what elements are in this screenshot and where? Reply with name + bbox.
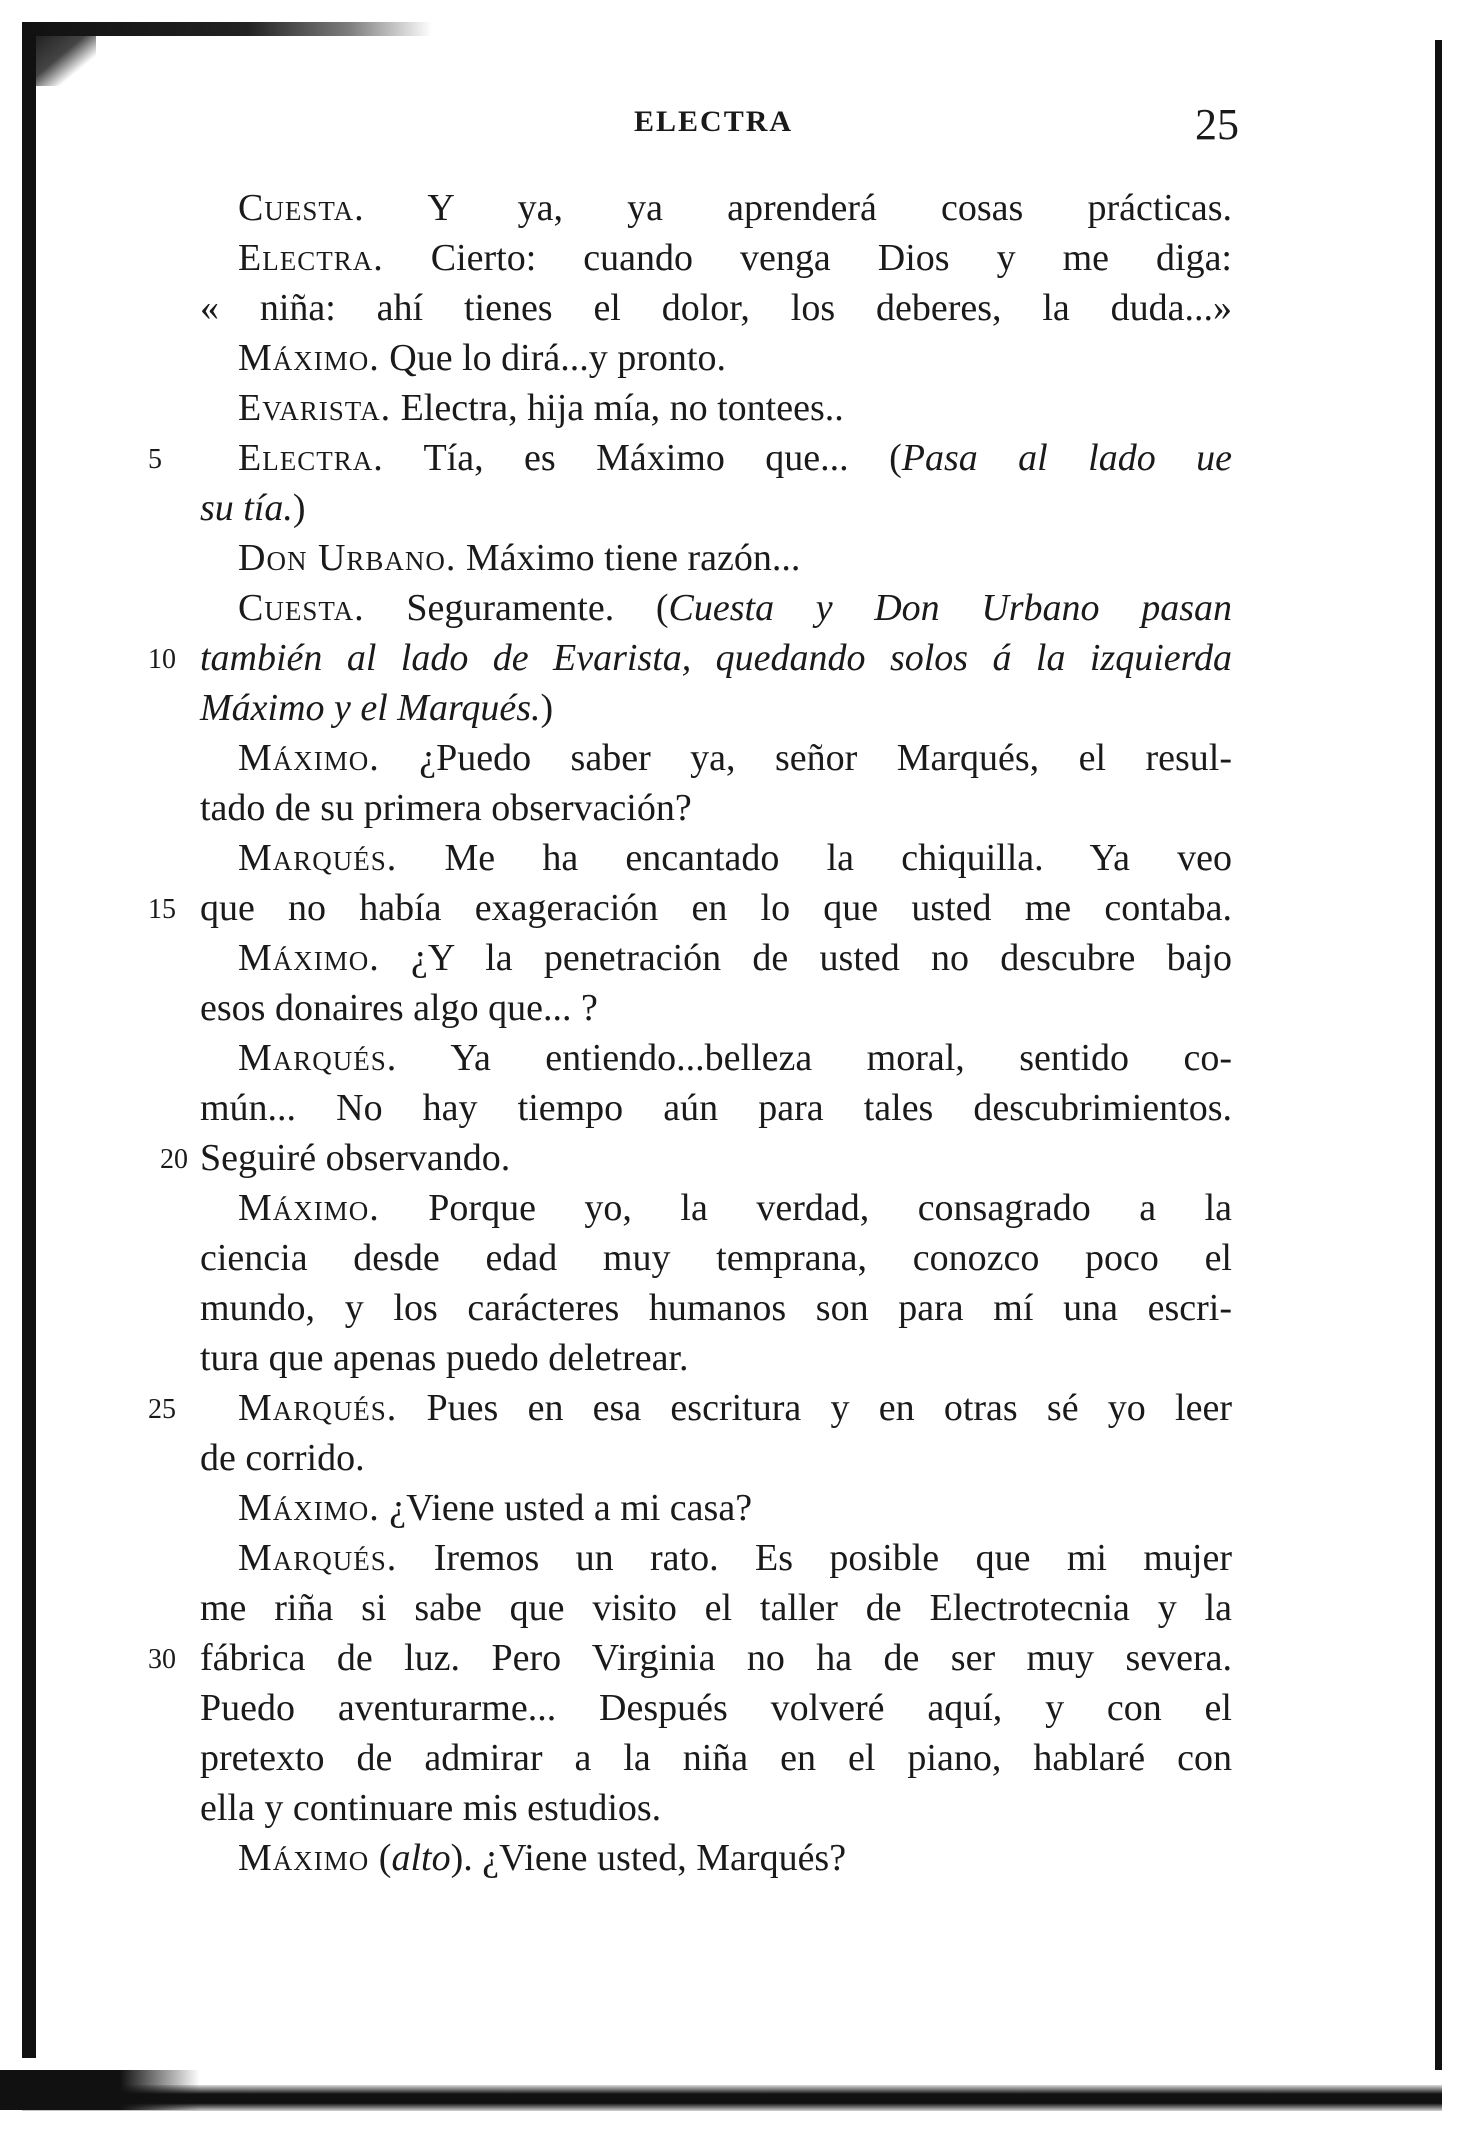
line-text: ella y continuare mis estudios. [200, 1787, 662, 1829]
line-text: ). ¿Viene usted, Marqués? [450, 1837, 847, 1879]
stage-direction: alto [391, 1837, 451, 1879]
speaker-name: Cuesta. [238, 587, 365, 629]
line-number: 30 [148, 1644, 176, 1675]
line-text: ¿Viene usted a mi casa? [379, 1487, 753, 1529]
line-text: Pues en esa escritura y en otras sé yo leer [397, 1387, 1232, 1429]
text-line [200, 1033, 1232, 1083]
line-number: 5 [148, 444, 162, 475]
page-number: 25 [1195, 100, 1239, 149]
line-text: ¿Y la penetración de usted no descubre bajo [379, 937, 1232, 979]
line-text: Seguramente. ( [364, 587, 669, 629]
line-text: Porque yo, la verdad, consagrado a la [379, 1187, 1232, 1229]
book-title: ELECTRA [634, 105, 794, 138]
text-line [200, 1683, 1232, 1733]
speaker-name: Máximo. [238, 1187, 380, 1229]
text-line [148, 883, 1232, 933]
text-line [200, 533, 1232, 583]
speaker-name: Máximo [238, 1837, 370, 1879]
line-text: Iremos un rato. Es posible que mi mujer [397, 1537, 1232, 1579]
scan-edge-top [22, 22, 432, 36]
speaker-name: Máximo. [238, 337, 380, 379]
stage-direction: Máximo y el Marqués. [200, 687, 541, 729]
text-line [200, 1083, 1232, 1133]
line-number: 10 [148, 644, 176, 675]
text-line [200, 1433, 1232, 1483]
text-line [148, 1383, 1232, 1433]
speaker-name: Cuesta. [238, 187, 365, 229]
line-text: mundo, y los carácteres humanos son para mí una escri- [200, 1287, 1232, 1329]
line-text: Que lo dirá...y pronto. [379, 337, 726, 379]
text-line [160, 1133, 1232, 1183]
line-number: 20 [160, 1144, 188, 1175]
text-line [200, 583, 1232, 633]
text-line [200, 783, 1232, 833]
line-text: tado de su primera observación? [200, 787, 692, 829]
line-text: me riña si sabe que visito el taller de Electrotecnia y la [200, 1587, 1232, 1629]
scan-edge-bottom [22, 2085, 1442, 2111]
line-text: Seguiré observando. [200, 1137, 511, 1179]
line-text: ) [540, 687, 554, 729]
speaker-name: Electra. [238, 437, 384, 479]
line-text: Tía, es Máximo que... ( [383, 437, 902, 479]
line-text: que no había exageración en lo que usted me contaba. [200, 887, 1232, 929]
text-line [148, 633, 1232, 683]
speaker-name: Electra. [238, 237, 384, 279]
line-text: mún... No hay tiempo aún para tales descubrimientos. [200, 1087, 1232, 1129]
line-text: ) [292, 487, 306, 529]
line-text: Máximo tiene razón... [456, 537, 801, 579]
line-text: Puedo aventurarme... Después volveré aquí, y con el [200, 1687, 1232, 1729]
speaker-name: Marqués. [238, 1387, 398, 1429]
text-line [200, 233, 1232, 283]
line-text: Y ya, ya aprenderá cosas prácticas. [364, 187, 1232, 229]
text-line [200, 1733, 1232, 1783]
text-block [148, 183, 1232, 1883]
speaker-name: Marqués. [238, 837, 398, 879]
text-line [200, 333, 1232, 383]
text-line [200, 383, 1232, 433]
text-line [200, 683, 1232, 733]
text-line [200, 983, 1232, 1033]
speaker-name: Máximo. [238, 737, 380, 779]
text-line [200, 1583, 1232, 1633]
stage-direction: Cuesta y Don Urbano pasan [668, 587, 1232, 629]
stage-direction: Pasa al lado ue [901, 437, 1232, 479]
text-line [200, 1333, 1232, 1383]
speaker-name: Marqués. [238, 1537, 398, 1579]
speaker-name: Marqués. [238, 1037, 398, 1079]
line-text: esos donaires algo que... ? [200, 987, 598, 1029]
text-line [200, 933, 1232, 983]
speaker-name: Don Urbano. [238, 537, 457, 579]
line-text: Ya entiendo...belleza moral, sentido co- [397, 1037, 1232, 1079]
line-text: tura que apenas puedo deletrear. [200, 1337, 689, 1379]
line-number: 15 [148, 894, 176, 925]
text-line [200, 1833, 1232, 1883]
stage-direction: también al lado de Evarista, quedando solos á la izquierda [200, 637, 1232, 679]
line-text: ¿Puedo saber ya, señor Marqués, el resul- [379, 737, 1232, 779]
line-text: fábrica de luz. Pero Virginia no ha de ser muy severa. [200, 1637, 1232, 1679]
line-text: « niña: ahí tienes el dolor, los deberes, la duda...» [200, 287, 1232, 329]
scan-edge-right [1435, 40, 1442, 2070]
line-text: ( [369, 1837, 392, 1879]
running-head [0, 100, 1462, 149]
text-line [200, 483, 1232, 533]
text-line [200, 833, 1232, 883]
text-line [200, 1783, 1232, 1833]
text-line [200, 1533, 1232, 1583]
text-line [148, 433, 1232, 483]
text-line [200, 1183, 1232, 1233]
line-text: de corrido. [200, 1437, 365, 1479]
speaker-name: Máximo. [238, 1487, 380, 1529]
text-line [200, 1283, 1232, 1333]
line-text: Cierto: cuando venga Dios y me diga: [383, 237, 1232, 279]
stage-direction: su tía. [200, 487, 293, 529]
line-number: 25 [148, 1394, 176, 1425]
line-text: ciencia desde edad muy temprana, conozco poco el [200, 1237, 1232, 1279]
line-text: pretexto de admirar a la niña en el piano, hablaré con [200, 1737, 1232, 1779]
speaker-name: Máximo. [238, 937, 380, 979]
line-text: Electra, hija mía, no tontees.. [391, 387, 844, 429]
text-line [200, 733, 1232, 783]
scan-edge-left [22, 28, 36, 2058]
speaker-name: Evarista. [238, 387, 392, 429]
text-line [200, 283, 1232, 333]
text-line [200, 183, 1232, 233]
text-line [200, 1233, 1232, 1283]
scan-edge-corner [36, 36, 96, 86]
text-line [148, 1633, 1232, 1683]
line-text: Me ha encantado la chiquilla. Ya veo [397, 837, 1232, 879]
text-line [200, 1483, 1232, 1533]
